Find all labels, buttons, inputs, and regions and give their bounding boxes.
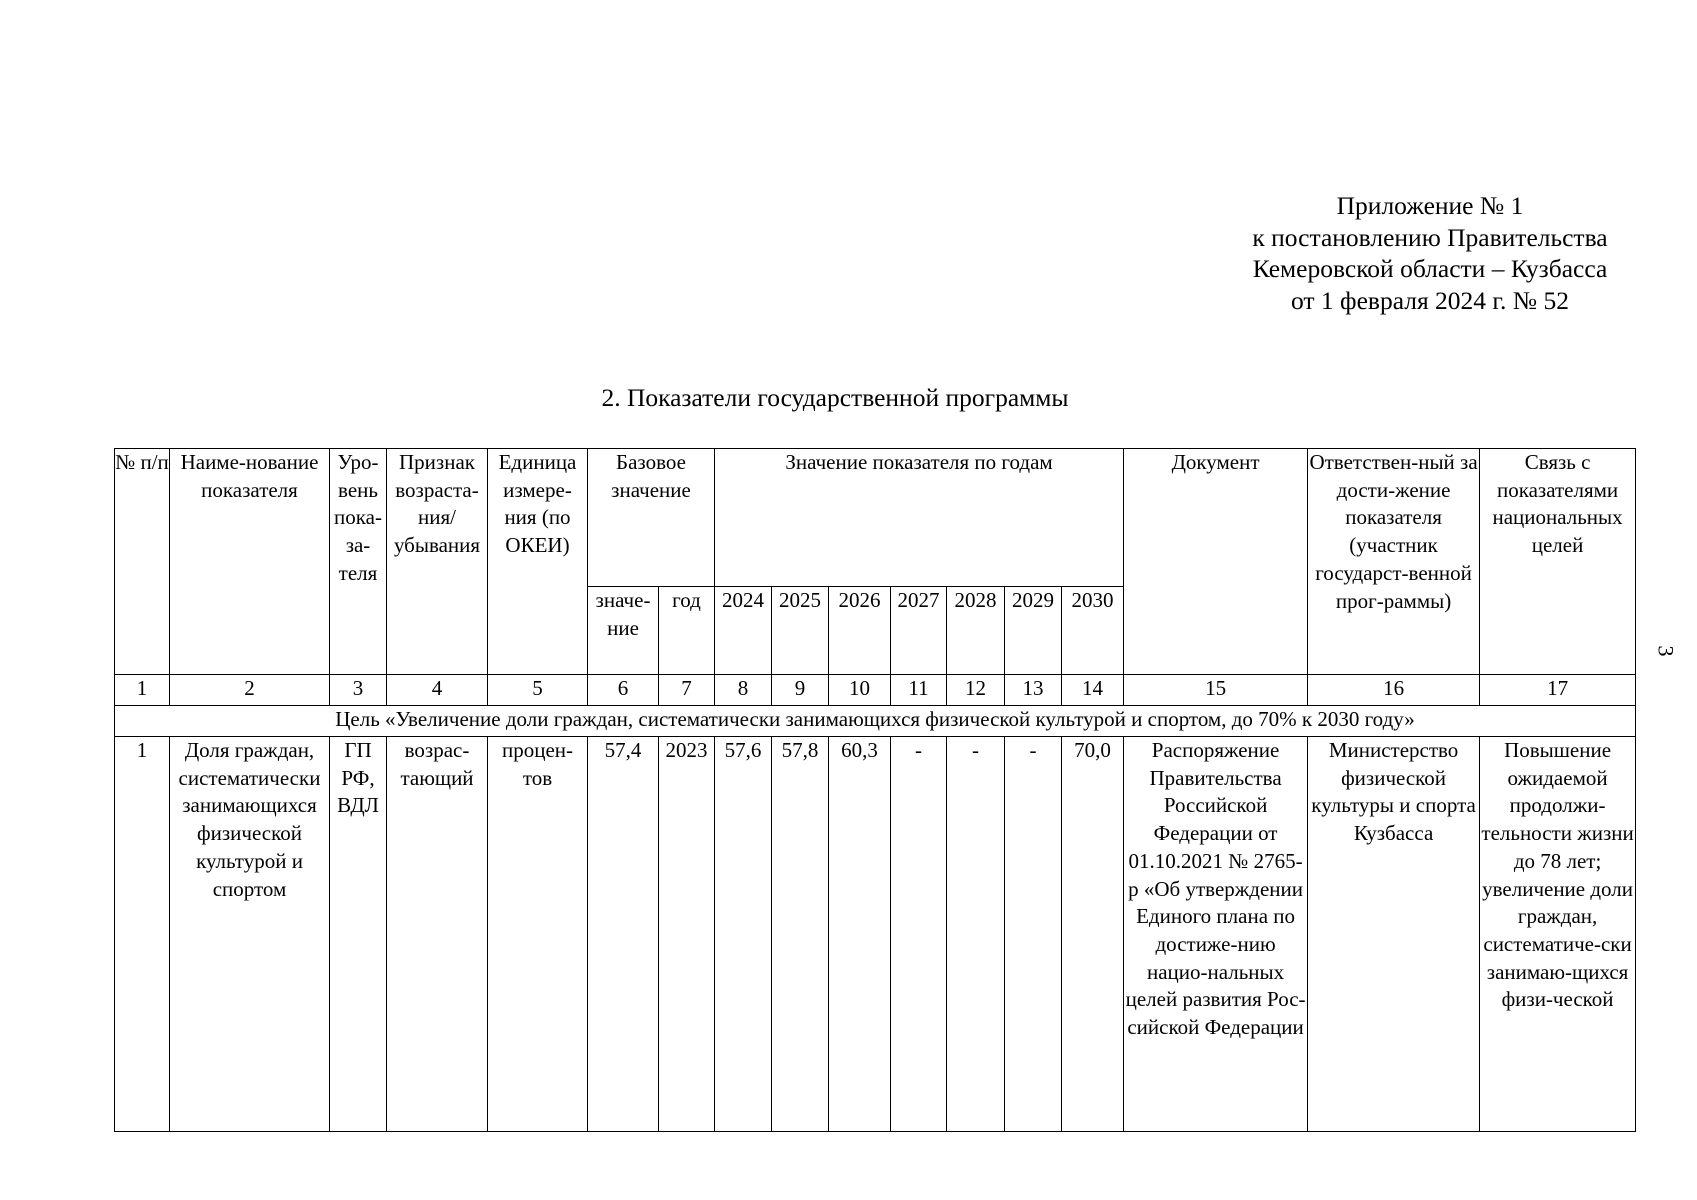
header-level: Уро-вень пока-за-теля (330, 449, 387, 675)
row-responsible: Министерство физической культуры и спорта Кузбасса (1308, 737, 1480, 1132)
goal-row (115, 706, 1636, 737)
table-row (115, 737, 1636, 1132)
column-number: 15 (1124, 675, 1308, 706)
header-year-2030: 2030 (1062, 587, 1124, 675)
row-value-2029: - (1005, 737, 1062, 1132)
header-num: № п/п (115, 449, 170, 675)
row-value-2026: 60,3 (829, 737, 891, 1132)
column-number: 8 (715, 675, 772, 706)
annex-line-3: Кемеровской области – Кузбасса (1252, 254, 1608, 283)
header-unit: Единица измере-ния (по ОКЕИ) (488, 449, 588, 675)
header-link: Связь с показателями национальных целей (1480, 449, 1636, 675)
annex-heading (1180, 190, 1680, 316)
column-number: 4 (387, 675, 488, 706)
annex-line-1: Приложение № 1 (1336, 191, 1524, 220)
header-row-1 (115, 449, 1636, 587)
row-name: Доля граждан, систематически занимающихся физической культурой и спортом (170, 737, 330, 1132)
column-number: 16 (1308, 675, 1480, 706)
row-num: 1 (115, 737, 170, 1132)
page-number: 3 (1653, 645, 1679, 657)
header-year-2024: 2024 (715, 587, 772, 675)
column-number: 13 (1005, 675, 1062, 706)
header-responsible: Ответствен-ный за дости-жение показателя (участник государст-венной прог-раммы) (1308, 449, 1480, 675)
column-number: 3 (330, 675, 387, 706)
row-value-2024: 57,6 (715, 737, 772, 1132)
column-number: 2 (170, 675, 330, 706)
indicators-table (114, 448, 1636, 1132)
column-number: 5 (488, 675, 588, 706)
row-value-2025: 57,8 (772, 737, 829, 1132)
row-value-2030: 70,0 (1062, 737, 1124, 1132)
header-years-group: Значение показателя по годам (715, 449, 1124, 587)
header-base-year: год (659, 587, 715, 675)
header-year-2029: 2029 (1005, 587, 1062, 675)
column-number: 9 (772, 675, 829, 706)
row-base-year: 2023 (659, 737, 715, 1132)
row-trend: возрас-тающий (387, 737, 488, 1132)
row-document: Распоряжение Правительства Российской Федерации от 01.10.2021 № 2765-р «Об утверждении Единого плана по достиже-нию нацио-нальных целей развития Рос-сийской Федерации (1124, 737, 1308, 1132)
row-link: Повышение ожидаемой продолжи-тельности жизни до 78 лет; увеличение доли граждан, систематиче-ски занимаю-щихся физи-ческой (1480, 737, 1636, 1132)
goal-text: Цель «Увеличение доли граждан, систематически занимающихся физической культурой и спортом, до 70% к 2030 году» (115, 706, 1636, 737)
header-document: Документ (1124, 449, 1308, 675)
column-number: 11 (891, 675, 947, 706)
column-number: 7 (659, 675, 715, 706)
column-number: 17 (1480, 675, 1636, 706)
row-value-2028: - (947, 737, 1005, 1132)
column-numbers-row (115, 675, 1636, 706)
column-number: 10 (829, 675, 891, 706)
column-number: 12 (947, 675, 1005, 706)
section-title: 2. Показатели государственной программы (601, 383, 1069, 412)
column-number: 14 (1062, 675, 1124, 706)
row-level: ГП РФ, ВДЛ (330, 737, 387, 1132)
column-number: 1 (115, 675, 170, 706)
header-year-2028: 2028 (947, 587, 1005, 675)
column-number: 6 (588, 675, 659, 706)
header-trend: Признак возраста-ния/ убывания (387, 449, 488, 675)
annex-line-2: к постановлению Правительства (1252, 222, 1608, 252)
annex-line-4: от 1 февраля 2024 г. № 52 (1291, 285, 1569, 315)
header-base: Базовое значение (588, 449, 715, 587)
row-value-2027: - (891, 737, 947, 1132)
row-base-value: 57,4 (588, 737, 659, 1132)
header-base-value: значе-ние (588, 587, 659, 675)
header-year-2027: 2027 (891, 587, 947, 675)
header-year-2025: 2025 (772, 587, 829, 675)
header-name: Наиме-нование показателя (170, 449, 330, 675)
row-unit: процен-тов (488, 737, 588, 1132)
header-year-2026: 2026 (829, 587, 891, 675)
